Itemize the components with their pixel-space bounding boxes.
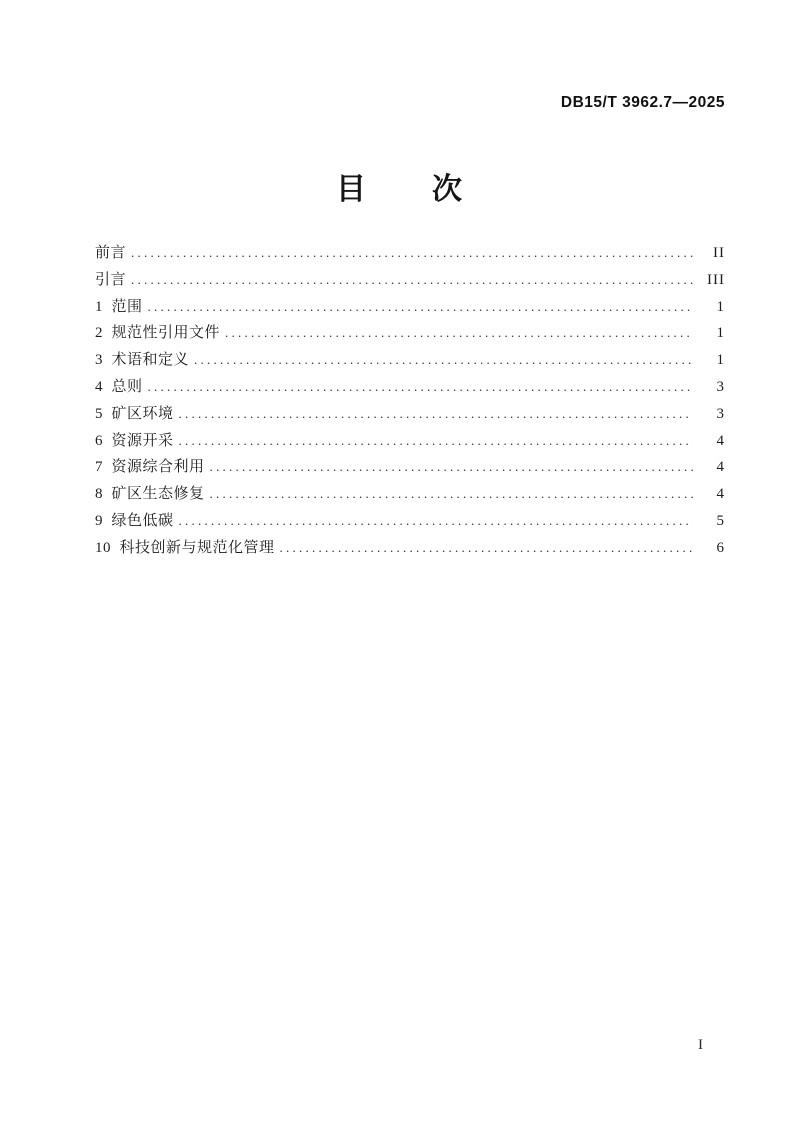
standard-code: DB15/T 3962.7—2025 — [560, 94, 725, 111]
toc-entry-page: 6 — [716, 539, 725, 556]
toc-entry-tech-innovation-management[interactable] — [95, 536, 725, 563]
toc-leader-dots — [225, 325, 693, 342]
toc-leader-dots — [280, 540, 693, 557]
toc-entry-label: 9 绿色低碳 — [95, 512, 174, 529]
toc-entry-page: 1 — [716, 298, 725, 315]
toc-entry-label: 4 总则 — [95, 378, 143, 395]
toc-entry-label: 1 范围 — [95, 298, 143, 315]
toc-entry-resource-mining[interactable] — [95, 429, 725, 456]
toc-entry-label: 5 矿区环境 — [95, 405, 174, 422]
toc-entry-label: 7 资源综合利用 — [95, 459, 205, 476]
toc-entry-terms-definitions[interactable] — [95, 348, 725, 375]
toc-entry-scope[interactable] — [95, 295, 725, 322]
toc-entry-label: 6 资源开采 — [95, 432, 174, 449]
toc-entry-label: 前言 — [95, 245, 127, 261]
toc-entry-label: 3 术语和定义 — [95, 352, 190, 369]
toc-leader-dots — [148, 379, 693, 396]
toc-entry-normative-references[interactable] — [95, 321, 725, 348]
toc-entry-page: 3 — [716, 378, 725, 395]
page-title: 目 次 — [336, 173, 464, 206]
toc-entry-introduction[interactable] — [95, 268, 725, 295]
toc-entry-page: II — [713, 245, 725, 261]
toc-leader-dots — [179, 406, 693, 423]
toc-entry-comprehensive-utilization[interactable] — [95, 455, 725, 482]
toc-entry-page: 1 — [716, 352, 725, 369]
toc-entry-page: 5 — [716, 512, 725, 529]
toc-entry-green-low-carbon[interactable] — [95, 509, 725, 536]
toc-leader-dots — [194, 352, 693, 369]
toc-entry-label: 2 规范性引用文件 — [95, 325, 221, 342]
footer-page-number: I — [698, 1037, 704, 1053]
toc-entry-page: 4 — [716, 432, 725, 449]
toc-entry-mine-environment[interactable] — [95, 402, 725, 429]
toc-entry-page: 1 — [716, 325, 725, 342]
toc-leader-dots — [210, 459, 693, 476]
toc-leader-dots — [131, 272, 693, 289]
toc-entry-page: 3 — [716, 405, 725, 422]
toc-entry-foreword[interactable] — [95, 241, 725, 268]
toc-entry-label: 8 矿区生态修复 — [95, 486, 205, 503]
toc-entry-general-principles[interactable] — [95, 375, 725, 402]
toc-entry-page: 4 — [716, 486, 725, 503]
toc-entry-page: III — [707, 271, 725, 288]
toc-leader-dots — [179, 433, 693, 450]
toc-entry-label: 10 科技创新与规范化管理 — [95, 539, 275, 556]
table-of-contents — [95, 241, 725, 563]
toc-entry-page: 4 — [716, 459, 725, 476]
toc-leader-dots — [148, 299, 693, 316]
toc-entry-ecological-restoration[interactable] — [95, 482, 725, 509]
toc-entry-label: 引言 — [95, 271, 127, 288]
toc-leader-dots — [131, 245, 693, 262]
toc-leader-dots — [210, 486, 693, 503]
toc-leader-dots — [179, 513, 693, 530]
